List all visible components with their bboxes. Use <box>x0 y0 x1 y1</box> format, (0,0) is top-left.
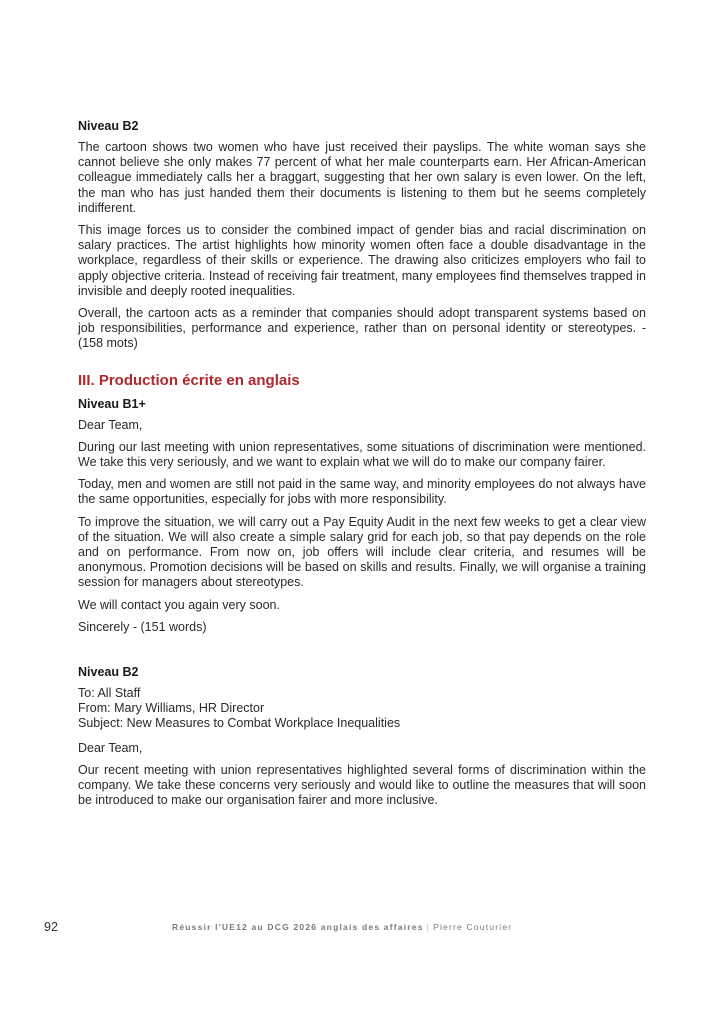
b1plus-paragraph-2: Today, men and women are still not paid in the same way, and minority employees do not always have the same opportunities, especially for jobs with more responsibility. <box>78 477 646 507</box>
b1plus-closing: Sincerely - (151 words) <box>78 619 207 634</box>
level-heading-b1plus: Niveau B1+ <box>78 396 146 411</box>
page-content <box>78 118 646 816</box>
author-name: Pierre Couturier <box>433 922 513 932</box>
running-footer <box>172 922 512 932</box>
page-footer <box>44 920 684 936</box>
spacer <box>78 642 646 664</box>
b1plus-paragraph-1: During our last meeting with union representatives, some situations of discrimination were mentioned. We take this very seriously, and we want to explain what we will do to make our company fairer. <box>78 439 646 470</box>
b2-greeting: Dear Team, <box>78 740 143 755</box>
memo-from: From: Mary Williams, HR Director <box>78 701 265 716</box>
memo-to: To: All Staff <box>78 686 141 701</box>
memo-header <box>78 686 646 732</box>
b1plus-paragraph-4: We will contact you again very soon. <box>78 597 280 612</box>
page-number: 92 <box>44 920 58 934</box>
b1plus-paragraph-3: To improve the situation, we will carry out a Pay Equity Audit in the next few weeks to get a clear view of the situation. We will also create a simple salary grid for each job, so that pay depends on the role and on performance. From now on, job offers will include clear criteria, and resumes will be anonymous. Promotion decisions will be based on skills and results. Finally, we will organise a training session for managers about stereotypes. <box>78 514 646 590</box>
b1plus-greeting: Dear Team, <box>78 417 143 432</box>
b2-paragraph-1: Our recent meeting with union representatives highlighted several forms of discrimination within the company. We take these concerns very seriously and would like to outline the measures that will soon be introduced to make our organisation fairer and more inclusive. <box>78 762 646 808</box>
cartoon-paragraph-3: Overall, the cartoon acts as a reminder that companies should adopt transparent systems based on job responsibilities, performance and experience, rather than on personal identity or stereotypes. - (158 mots) <box>78 306 646 351</box>
footer-separator: | <box>426 922 431 932</box>
cartoon-paragraph-2: This image forces us to consider the combined impact of gender bias and racial discrimination on salary practices. The artist highlights how minority women often face a double disadvantage in the workplace, regardless of their skills or experience. The drawing also criticizes employers who fail to apply objective criteria. Instead of receiving fair treatment, many employees find themselves trapped in invisible and deeply rooted inequalities. <box>78 223 646 298</box>
book-title: Réussir l'UE12 au DCG 2026 anglais des affaires <box>172 922 424 932</box>
level-heading-b2-memo: Niveau B2 <box>78 665 139 680</box>
memo-subject: Subject: New Measures to Combat Workplace Inequalities <box>78 716 401 731</box>
cartoon-paragraph-1: The cartoon shows two women who have just received their payslips. The white woman says she cannot believe she only makes 77 percent of what her male counterparts earn. Her African-American colleague immediately calls her a braggart, suggesting that her own salary is even lower. On the left, the man who has just handed them their documents is listening to them but he seems completely indifferent. <box>78 140 646 215</box>
section-title: III. Production écrite en anglais <box>78 371 300 389</box>
level-heading-b2-cartoon: Niveau B2 <box>78 119 139 133</box>
